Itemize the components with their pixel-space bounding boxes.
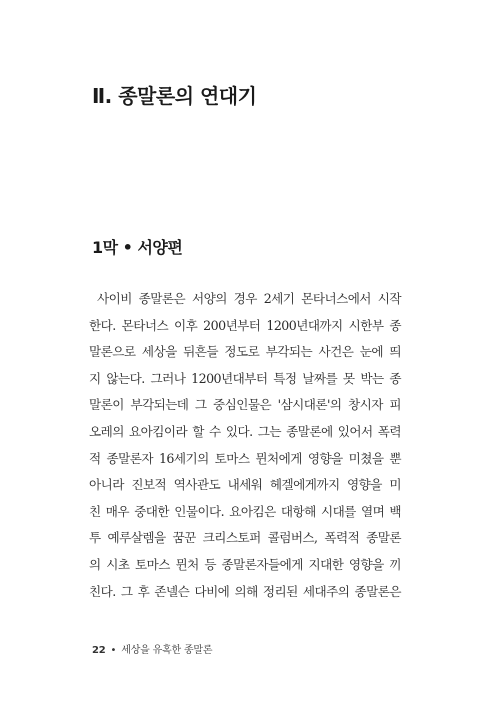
body-line: 친다. 그 후 존넬슨 다비에 의해 정리된 세대주의 종말론은 [89,583,401,599]
body-line: 투 예루살렘을 꿈꾼 크리스토퍼 콜럼버스, 폭력적 종말론 [89,530,401,546]
body-line: 적 종말론자 16세기의 토마스 뮌처에게 영향을 미쳤을 뿐 [89,450,401,466]
chapter-title: Ⅱ. 종말론의 연대기 [92,84,257,108]
body-line: 의 시초 토마스 뮌처 등 종말론자들에게 지대한 영향을 끼 [89,556,401,572]
body-line: 한다. 몬타너스 이후 200년부터 1200년대까지 시한부 종 [89,317,401,333]
body-line: 지 않는다. 그러나 1200년대부터 특정 날짜를 못 박는 종 [89,370,401,386]
body-line: 친 매우 중대한 인물이다. 요아킴은 대항해 시대를 열며 백 [89,503,401,519]
body-line: 말론이 부각되는데 그 중심인물은 '삼시대론'의 창시자 피 [89,397,401,413]
body-line: 아니라 진보적 역사관도 내세워 헤겔에게까지 영향을 미 [89,477,401,493]
page-footer [92,641,212,656]
body-line: 말론으로 세상을 뒤흔들 정도로 부각되는 사건은 눈에 띄 [89,344,401,360]
body-paragraph [89,289,401,608]
body-line: 오레의 요아킴이라 할 수 있다. 그는 종말론에 있어서 폭력 [89,423,401,439]
section-title: 1막 • 서양편 [92,238,183,257]
running-title: 세상을 유혹한 종말론 [121,645,213,656]
footer-separator: • [110,645,117,656]
page-number: 22 [92,645,106,656]
body-line: 사이비 종말론은 서양의 경우 2세기 몬타너스에서 시작 [97,291,401,306]
